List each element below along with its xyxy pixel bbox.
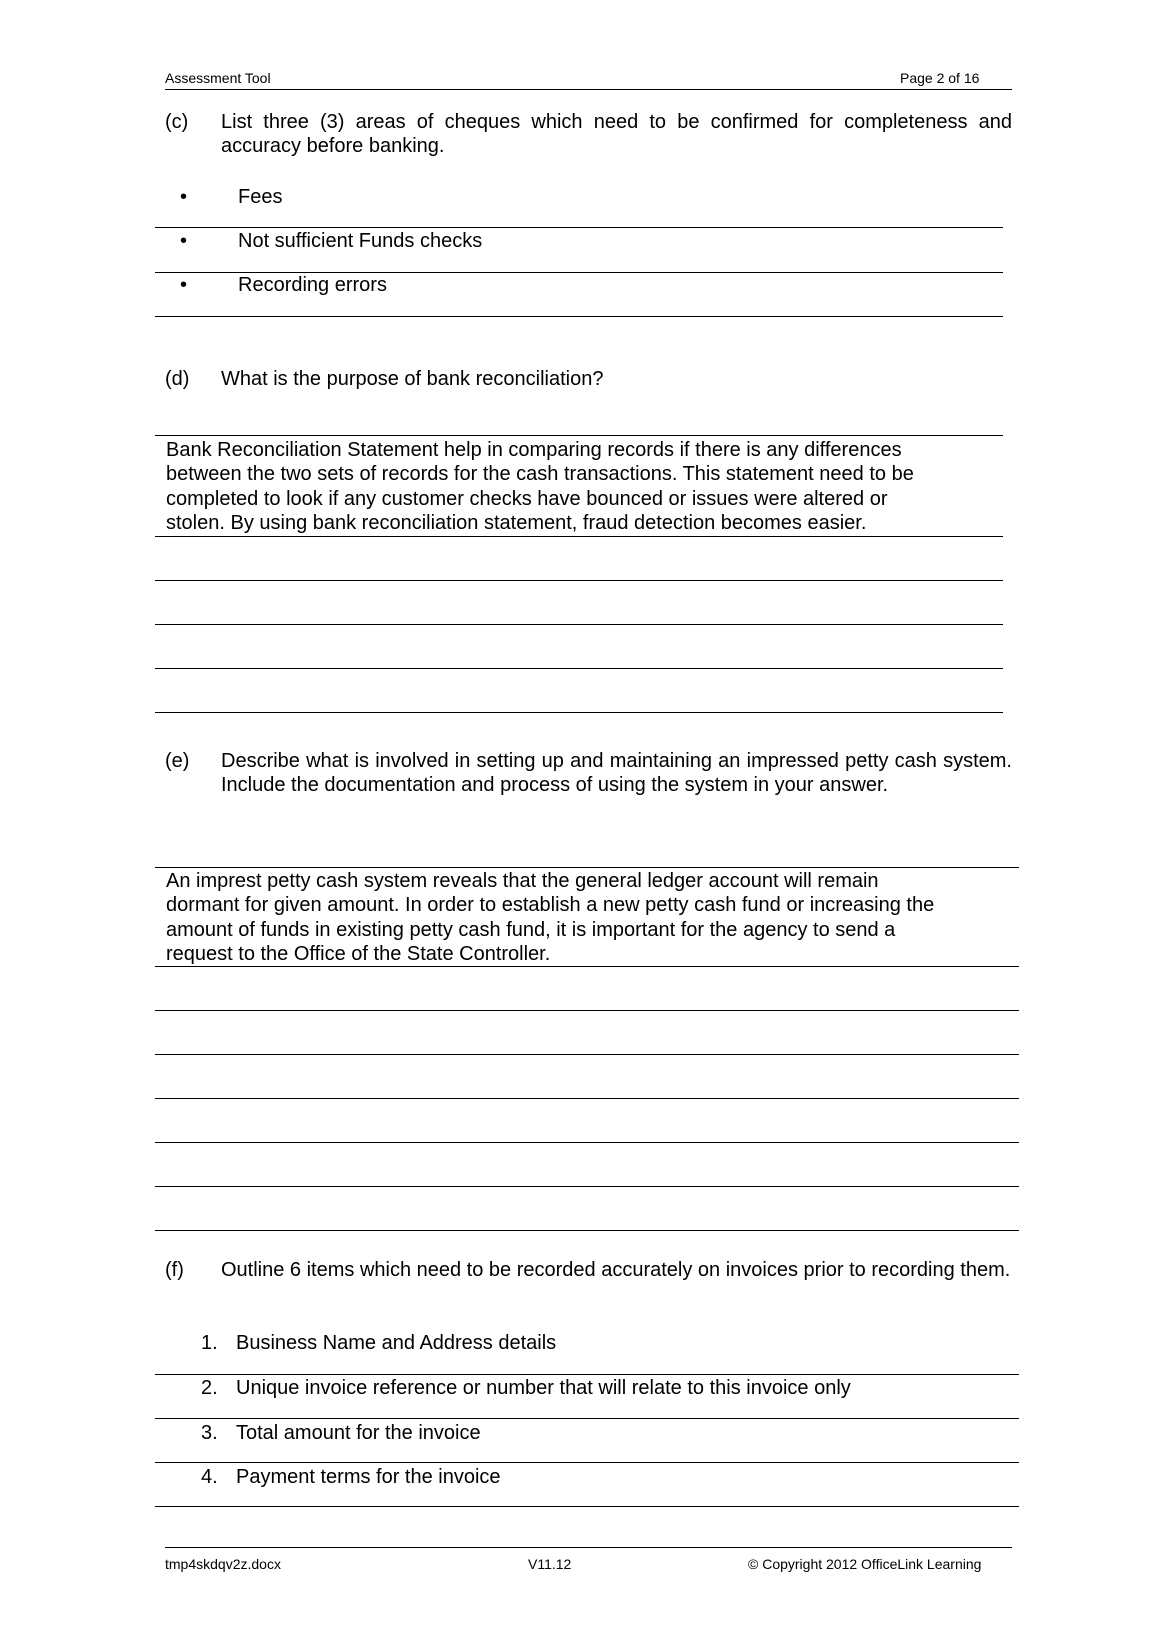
question-f-label: (f) bbox=[165, 1259, 184, 1281]
header-title: Assessment Tool bbox=[165, 70, 271, 86]
answer-line bbox=[155, 1230, 1019, 1231]
answer-e-line: dormant for given amount. In order to establish a new petty cash fund or increasing the bbox=[166, 894, 935, 916]
answer-f-item: Business Name and Address details bbox=[236, 1332, 557, 1354]
question-e-text: Describe what is involved in setting up and maintaining an impressed petty cash system. Include the documentation and process of using the system in your answer. bbox=[221, 750, 1012, 796]
answer-line bbox=[155, 227, 1003, 228]
answer-f-item: Total amount for the invoice bbox=[236, 1422, 481, 1444]
list-number: 4. bbox=[201, 1466, 218, 1488]
answer-line bbox=[155, 1374, 1019, 1375]
answer-e-line: An imprest petty cash system reveals that the general ledger account will remain bbox=[166, 870, 879, 892]
answer-line bbox=[155, 1010, 1019, 1011]
answer-d-line: between the two sets of records for the cash transactions. This statement need to be bbox=[166, 463, 914, 485]
answer-line bbox=[155, 316, 1003, 317]
answer-line bbox=[155, 712, 1003, 713]
list-number: 1. bbox=[201, 1332, 218, 1354]
question-e-label: (e) bbox=[165, 750, 190, 772]
answer-line bbox=[155, 1098, 1019, 1099]
answer-line bbox=[155, 580, 1003, 581]
answer-line bbox=[155, 1418, 1019, 1419]
answer-c-item: Recording errors bbox=[238, 274, 387, 296]
answer-line bbox=[155, 1462, 1019, 1463]
question-d-text: What is the purpose of bank reconciliation? bbox=[221, 368, 604, 390]
answer-line bbox=[155, 966, 1019, 967]
answer-d-line: Bank Reconciliation Statement help in comparing records if there is any differences bbox=[166, 439, 902, 461]
question-d-label: (d) bbox=[165, 368, 190, 390]
list-number: 2. bbox=[201, 1377, 218, 1399]
answer-d-line: completed to look if any customer checks have bounced or issues were altered or bbox=[166, 488, 888, 510]
list-number: 3. bbox=[201, 1422, 218, 1444]
answer-e-line: request to the Office of the State Controller. bbox=[166, 943, 551, 965]
answer-e-line: amount of funds in existing petty cash fund, it is important for the agency to send a bbox=[166, 919, 896, 941]
question-f-text: Outline 6 items which need to be recorded accurately on invoices prior to recording them. bbox=[221, 1259, 1011, 1281]
answer-f-item: Payment terms for the invoice bbox=[236, 1466, 501, 1488]
page-number: Page 2 of 16 bbox=[900, 70, 980, 86]
footer-version: V11.12 bbox=[528, 1556, 572, 1572]
answer-line bbox=[155, 1054, 1019, 1055]
bullet-icon: • bbox=[180, 274, 188, 296]
answer-f-item: Unique invoice reference or number that will relate to this invoice only bbox=[236, 1377, 851, 1399]
answer-line bbox=[155, 1142, 1019, 1143]
header-divider bbox=[165, 89, 1012, 90]
answer-line bbox=[155, 867, 1019, 868]
footer-filename: tmp4skdqv2z.docx bbox=[165, 1556, 281, 1572]
answer-d-line: stolen. By using bank reconciliation statement, fraud detection becomes easier. bbox=[166, 512, 867, 534]
answer-line bbox=[155, 1186, 1019, 1187]
question-c-text: List three (3) areas of cheques which need to be confirmed for completeness and accuracy before banking. bbox=[221, 111, 1012, 157]
footer-copyright: © Copyright 2012 OfficeLink Learning bbox=[748, 1556, 982, 1572]
answer-c-item: Not sufficient Funds checks bbox=[238, 230, 483, 252]
answer-c-item: Fees bbox=[238, 186, 283, 208]
answer-line bbox=[155, 435, 1003, 436]
answer-line bbox=[155, 1506, 1019, 1507]
footer-divider bbox=[165, 1547, 1012, 1548]
answer-line bbox=[155, 536, 1003, 537]
question-c-label: (c) bbox=[165, 111, 189, 133]
bullet-icon: • bbox=[180, 230, 188, 252]
bullet-icon: • bbox=[180, 186, 188, 208]
answer-line bbox=[155, 624, 1003, 625]
answer-line bbox=[155, 668, 1003, 669]
